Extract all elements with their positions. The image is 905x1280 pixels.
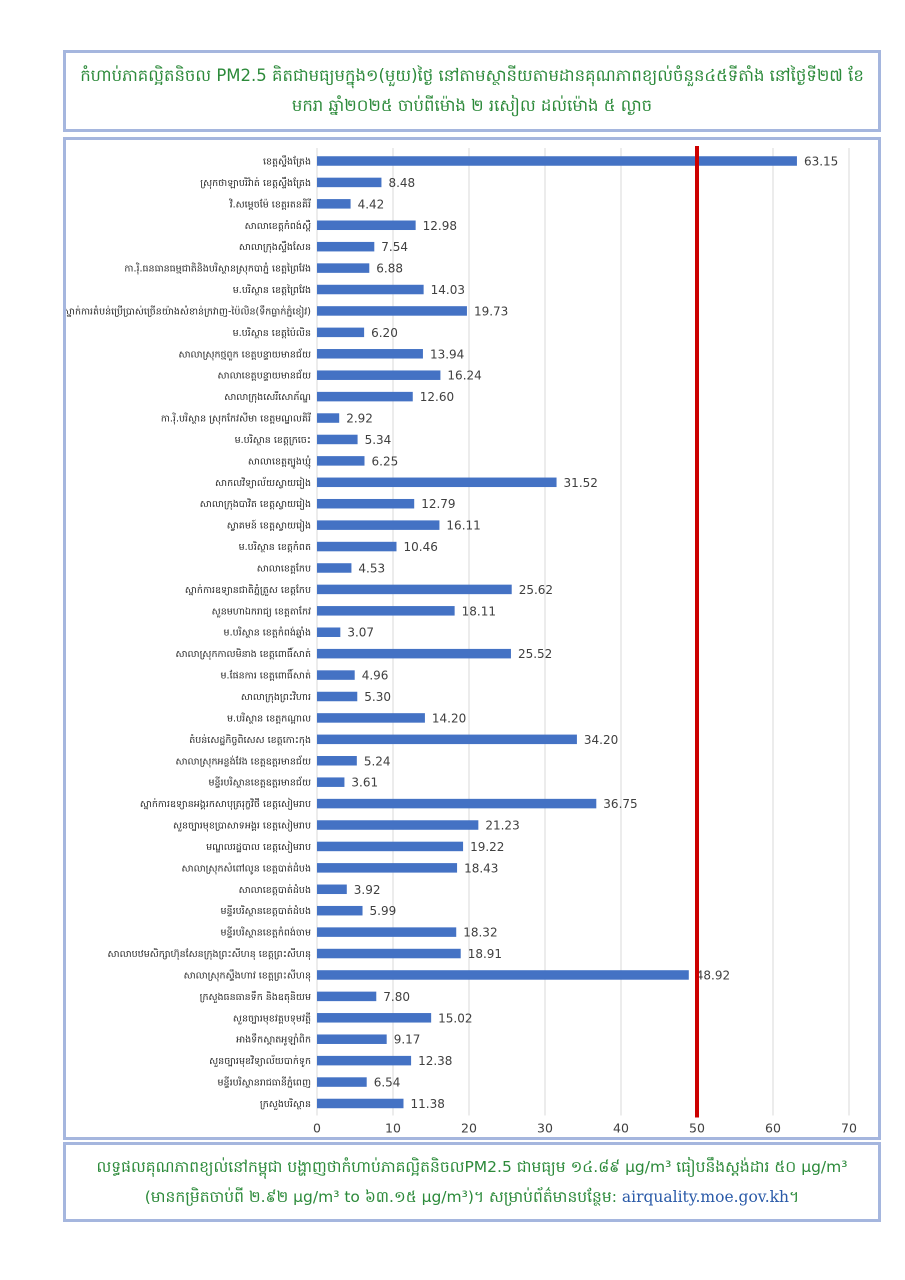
bar <box>317 735 577 745</box>
data-label: 21.23 <box>485 818 520 833</box>
data-label: 18.32 <box>463 925 498 940</box>
category-label: ស្រុកថាឡាបរិវ៉ាត់ ខេត្តស្ទឹងត្រែង <box>200 177 311 189</box>
bar <box>317 927 456 937</box>
bar <box>317 156 797 166</box>
bar <box>317 756 357 766</box>
category-label: សាលាស្រុកថ្មពួក ខេត្តបន្ទាយមានជ័យ <box>178 349 311 361</box>
x-tick-label: 30 <box>537 1120 553 1136</box>
data-label: 31.52 <box>563 475 598 490</box>
data-label: 34.20 <box>583 732 619 747</box>
chart-panel <box>63 137 881 1140</box>
footer-box <box>63 1142 881 1222</box>
category-label: ខេត្តស្ទឹងត្រែង <box>262 156 311 168</box>
x-tick-label: 70 <box>841 1120 857 1136</box>
category-label: សាលាក្រុងបាវិត ខេត្តស្វាយរៀង <box>199 499 311 511</box>
category-label: សួនច្បារមុខប្រាសាទអង្គរ ខេត្តសៀមរាប <box>172 820 311 832</box>
category-label: សាលាខេត្តកែប <box>256 563 311 575</box>
category-label: មន្ទីរបរិស្ថានរាជធានីភ្នំពេញ <box>217 1077 311 1089</box>
data-label: 6.54 <box>373 1075 401 1090</box>
data-label: 5.24 <box>363 754 391 769</box>
category-label: ម.ផែនការ ខេត្តពោធិ៍សាត់ <box>220 670 311 682</box>
category-label: ស្នាក់ការតំបន់ប្រើប្រាស់ច្រើនយ៉ាងសំខាន់ក្រវាញ-ប៉ៃលិន(ទឹកធ្លាក់ភ្នំខៀវ) <box>66 306 311 318</box>
data-label: 13.94 <box>429 347 465 362</box>
bar-chart <box>66 140 878 1137</box>
data-label: 5.99 <box>369 904 397 919</box>
footer-note <box>66 1152 878 1212</box>
bar <box>317 221 416 231</box>
bar <box>317 285 424 295</box>
bar <box>317 649 511 659</box>
bar <box>317 777 344 787</box>
bar <box>317 499 414 509</box>
category-label: មន្ទីរបរិស្ថានខេត្តឧត្តរមានជ័យ <box>208 777 311 789</box>
category-label: ម.បរិស្ថាន ខេត្តកំពង់ឆ្នាំង <box>223 627 311 639</box>
category-label: សាលាខេត្តត្បូងឃ្មុំ <box>247 456 311 468</box>
data-label: 19.73 <box>473 304 509 319</box>
bar <box>317 692 357 702</box>
data-label: 63.15 <box>803 154 839 169</box>
category-label: កា.រ៉ិ.បរិស្ថាន ស្រុកកែវសីមា ខេត្តមណ្ឌលគិរី <box>160 413 311 425</box>
footer-end: ។ <box>789 1188 800 1206</box>
bar <box>317 328 364 338</box>
data-label: 6.20 <box>371 325 398 340</box>
data-label: 11.38 <box>410 1096 445 1111</box>
x-tick-label: 60 <box>765 1120 781 1136</box>
bar <box>317 606 455 616</box>
data-label: 2.92 <box>346 411 373 426</box>
bar <box>317 478 557 488</box>
website-link[interactable]: airquality.moe.gov.kh <box>621 1188 790 1206</box>
data-label: 12.38 <box>418 1054 453 1069</box>
data-label: 25.62 <box>518 582 554 597</box>
data-label: 18.11 <box>461 604 496 619</box>
bar <box>317 242 374 252</box>
category-label: សួនច្បារមុខវត្តបទុមវត្តី <box>232 1013 311 1025</box>
data-label: 4.42 <box>357 197 385 212</box>
category-label: ក្រសួងធនធានទឹក និងឧតុនិយម <box>199 991 311 1003</box>
bar <box>317 627 340 637</box>
data-label: 5.34 <box>364 432 392 447</box>
category-label: សាលាខេត្តកំពង់ស្ពឺ <box>244 220 311 232</box>
bar <box>317 520 439 530</box>
category-label: សាលាក្រុងស្ទឹងសែន <box>238 242 311 254</box>
bar <box>317 970 689 980</box>
footer-line-1: លទ្ធផលគុណភាពខ្យល់នៅកម្ពុជា បង្ហាញថាកំហាប់ភាគល្អិតនិចលPM2.5 ជាមធ្យម ១៤.៨៩ μg/m³ ធៀបនឹងស្តង់ដារ ៥០ μg/m³ <box>96 1158 848 1176</box>
data-label: 8.48 <box>388 175 416 190</box>
bar <box>317 563 351 573</box>
bar <box>317 199 351 209</box>
data-label: 10.46 <box>403 540 438 555</box>
category-label: មន្ទីរបរិស្ថានខេត្តកំពង់ចាម <box>220 927 311 939</box>
x-tick-label: 40 <box>613 1120 629 1136</box>
bar <box>317 820 478 830</box>
category-label: ស្នាក់ការឧទ្យានអង្គរកសាបុត្ររុក្ខវិថី ខេត្តសៀមរាប <box>139 799 311 811</box>
category-label: សាលាស្រុកកាលមិនាង ខេត្តពោធិ៍សាត់ <box>175 649 311 661</box>
data-label: 12.60 <box>419 390 455 405</box>
data-label: 12.98 <box>422 218 458 233</box>
category-label: សាលាស្រុកអន្លង់វែង ខេត្តឧត្តរមានជ័យ <box>175 756 311 768</box>
data-label: 15.02 <box>438 1011 473 1026</box>
bar <box>317 1013 431 1023</box>
category-label: ម.បរិស្ថាន ខេត្តព្រៃវែង <box>232 285 311 297</box>
category-label: សួនច្បារមុខវិទ្យាល័យបាក់ទូក <box>209 1056 311 1068</box>
bar <box>317 435 358 445</box>
data-label: 16.11 <box>446 518 481 533</box>
data-label: 14.20 <box>431 711 467 726</box>
bar <box>317 863 457 873</box>
category-label: តំបន់សេដ្ឋកិច្ចពិសេស ខេត្តកោះកុង <box>189 734 311 746</box>
x-tick-label: 50 <box>689 1120 705 1136</box>
data-label: 4.96 <box>361 668 389 683</box>
x-tick-label: 0 <box>313 1120 321 1136</box>
category-label: ស្វាគមន៍ ខេត្តស្វាយរៀង <box>226 520 311 532</box>
bar <box>317 992 376 1002</box>
category-label: សាលាស្រុកសំពៅលូន ខេត្តបាត់ដំបង <box>181 863 311 875</box>
data-label: 25.52 <box>517 647 553 662</box>
data-label: 5.30 <box>364 690 391 704</box>
bar <box>317 1077 367 1087</box>
bar <box>317 1099 403 1109</box>
category-label: សាលាខេត្តបន្ទាយមានជ័យ <box>217 370 311 382</box>
bar <box>317 456 365 466</box>
title-box <box>63 50 881 132</box>
data-label: 18.43 <box>464 861 499 876</box>
category-label: ម.បរិស្ថាន ខេត្តកណ្តាល <box>227 713 311 725</box>
data-label: 18.91 <box>467 947 503 962</box>
bar <box>317 885 347 895</box>
x-tick-label: 10 <box>385 1120 401 1136</box>
data-label: 6.88 <box>376 261 404 276</box>
bar <box>317 413 339 423</box>
bar <box>317 263 369 273</box>
data-label: 7.80 <box>383 989 410 1004</box>
bar <box>317 713 425 723</box>
bar <box>317 1056 411 1066</box>
category-label: សាលាស្រុកស្ទឹងហាវ ខេត្តព្រះសីហនុ <box>183 970 311 982</box>
data-label: 16.24 <box>447 368 482 383</box>
data-label: 12.79 <box>421 497 456 512</box>
category-label: វិ.សម្តេចម៉ែ ខេត្តរតនគិរី <box>229 199 311 211</box>
category-label: សាលាបឋមសិក្សាហ៊ុនសែនក្រុងព្រះសីហនុ ខេត្តព្រះសីហនុ <box>107 949 311 961</box>
category-label: ស្នាក់ការឧទ្យានជាតិភ្នំត្រួស ខេត្តកែប <box>184 584 311 596</box>
data-label: 4.53 <box>358 561 386 576</box>
x-tick-label: 20 <box>461 1120 477 1136</box>
category-label: សាលាក្រុងព្រះវិហារ <box>240 692 311 703</box>
data-label: 19.22 <box>470 839 505 854</box>
bar <box>317 349 423 359</box>
data-label: 9.17 <box>393 1032 421 1047</box>
bar <box>317 542 396 552</box>
category-label: ម.បរិស្ថាន ខេត្តប៉ៃលិន <box>232 327 311 339</box>
data-label: 48.92 <box>695 968 731 983</box>
bar <box>317 178 381 188</box>
bar <box>317 306 467 316</box>
data-label: 6.25 <box>371 454 399 469</box>
bar <box>317 906 363 916</box>
footer-line-2: (មានកម្រិតចាប់ពី ២.៩២ μg/m³ to ៦៣.១៥ μg/m³)។ សម្រាប់ព័ត៌មានបន្ថែម: <box>144 1188 617 1206</box>
category-label: មណ្ឌលរដ្ឋបាល ខេត្តសៀមរាប <box>206 841 311 853</box>
category-label: ម.បរិស្ថាន ខេត្តកំពត <box>238 542 311 554</box>
category-label: អាងទឹកស្តាតអូឡាំពិក <box>236 1034 311 1046</box>
category-label: សាលាក្រុងសេរីសោភ័ណ្ឌ <box>224 392 311 404</box>
category-label: សាកលវិទ្យាល័យស្វាយរៀង <box>215 477 311 489</box>
bar <box>317 842 463 852</box>
bar <box>317 370 440 380</box>
bar <box>317 670 355 680</box>
data-label: 3.61 <box>351 775 379 790</box>
chart-title: កំហាប់ភាគល្អិតនិចល PM2.5 គិតជាមធ្យមក្នុង១(មួយ)ថ្ងៃ នៅតាមស្ថានីយតាមដានគុណភាពខ្យល់ចំនួន៤៥ទីតាំង នៅថ្ងៃទី២៧ ខែមករា ឆ្នាំ២០២៥ ចាប់ពីម៉ោង ២ រសៀល ដល់ម៉ោង ៥ ល្ងាច <box>80 66 864 115</box>
category-label: ម.បរិស្ថាន ខេត្តក្រចេះ <box>234 434 311 446</box>
data-label: 3.07 <box>347 625 375 640</box>
bar <box>317 392 413 402</box>
category-label: សួនមហាឯករាជ្យ ខេត្តតាកែវ <box>211 606 311 618</box>
bar <box>317 799 596 809</box>
category-label: សាលាខេត្តបាត់ដំបង <box>238 884 311 896</box>
bar <box>317 1034 387 1044</box>
data-label: 3.92 <box>353 882 381 897</box>
category-label: ក្រសួងបរិស្ថាន <box>259 1098 311 1110</box>
data-label: 14.03 <box>430 283 465 298</box>
category-label: កា.រ៉ិ.ធនធានធម្មជាតិនិងបរិស្ថានស្រុកបាភ្នំ ខេត្តព្រៃវែង <box>124 263 311 275</box>
bar <box>317 585 512 595</box>
data-label: 36.75 <box>603 797 638 812</box>
bar <box>317 949 461 959</box>
data-label: 7.54 <box>381 240 409 255</box>
category-label: មន្ទីរបរិស្ថានខេត្តបាត់ដំបង <box>220 906 311 918</box>
